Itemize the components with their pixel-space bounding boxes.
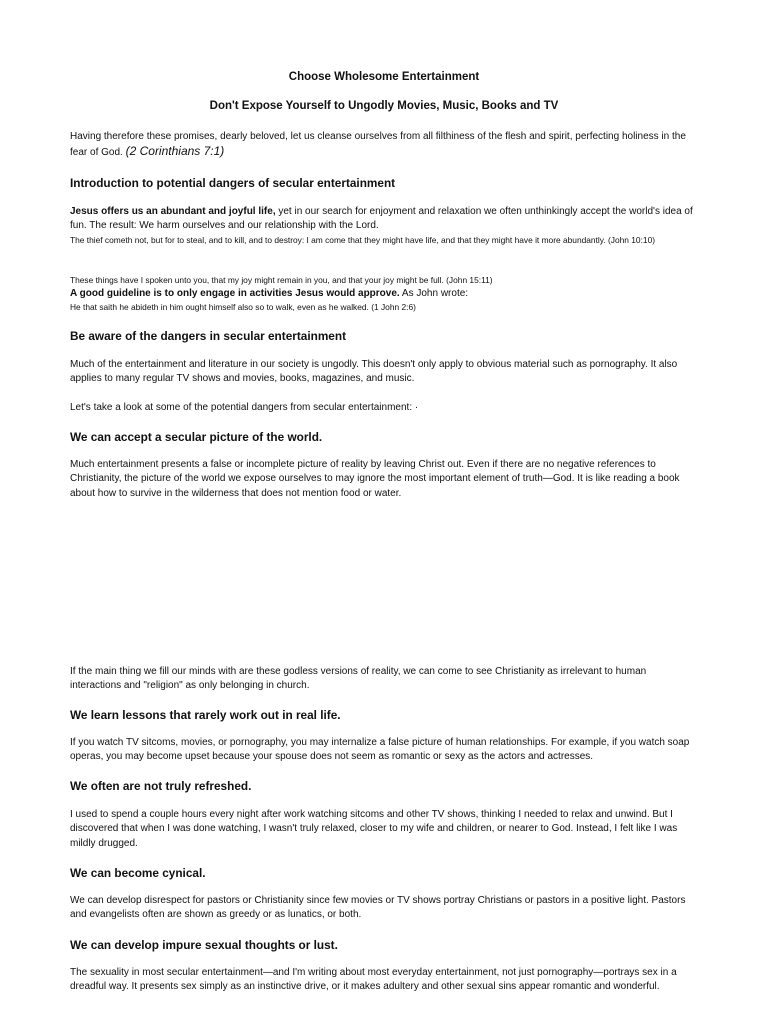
lessons-paragraph: If you watch TV sitcoms, movies, or pornography, you may internalize a false picture of human relationships. For example, if you watch soap operas, you may become upset because your spouse does not seem as romantic or sexy as the actors and actresses. — [70, 737, 690, 763]
quote-1-john-2-6: He that saith he abideth in him ought himself also so to walk, even as he walked. (1 John 2:6) — [70, 302, 416, 312]
guideline-paragraph — [70, 287, 700, 301]
document-title: Choose Wholesome Entertainment — [288, 71, 480, 83]
heading-lust: We can develop impure sexual thoughts or lust. — [70, 938, 338, 952]
guideline-text: As John wrote: — [399, 288, 469, 299]
look-paragraph: Let's take a look at some of the potential dangers from secular entertainment: · — [70, 402, 419, 413]
intro-paragraph — [70, 130, 700, 161]
document-subtitle: Don't Expose Yourself to Ungodly Movies, Music, Books and TV — [209, 100, 559, 112]
cynical-paragraph: We can develop disrespect for pastors or Christianity since few movies or TV shows portray Christians or pastors in a positive light. Pastors and evangelists often are shown as greedy or as lunatics, or both. — [70, 895, 686, 921]
heading-refreshed: We often are not truly refreshed. — [70, 779, 252, 793]
guideline-bold: A good guideline is to only engage in activities Jesus would approve. — [70, 288, 400, 299]
quote-john-15-11: These things have I spoken unto you, that my joy might remain in you, and that your joy might be full. (John 15:11) — [70, 275, 493, 285]
heading-lessons: We learn lessons that rarely work out in real life. — [70, 708, 341, 722]
intro-reference: (2 Corinthians 7:1) — [125, 144, 225, 159]
heading-cynical: We can become cynical. — [70, 866, 206, 880]
secular-picture-paragraph: Much entertainment presents a false or incomplete picture of reality by leaving Christ out. Even if there are no negative references to Christianity, the picture of the world we expose ourselves to may ignore the most important element of truth—God. It is like reading a book about how to survive in the wilderness that does not mention food or water. — [70, 459, 680, 499]
main-thing-paragraph: If the main thing we fill our minds with are these godless versions of reality, we can come to see Christianity as irrelevant to human interactions and "religion" as only belonging in church. — [70, 666, 647, 692]
aware-paragraph: Much of the entertainment and literature in our society is ungodly. This doesn't only apply to obvious material such as pornography. It also applies to many regular TV shows and movies, books, magazines, and music. — [70, 359, 678, 385]
abundant-life-text: yet in our search for enjoyment and relaxation we often unthinkingly accept the world's idea of fun. The result: We harm ourselves and our relationship with the Lord. — [70, 206, 693, 232]
intro-text: Having therefore these promises, dearly beloved, let us cleanse ourselves from all filthiness of the flesh and spirit, perfecting holiness in the fear of God. — [70, 131, 686, 159]
quote-john-10-10: The thief cometh not, but for to steal, and to kill, and to destroy: I am come that they might have life, and that they might have it more abundantly. (John 10:10) — [70, 235, 656, 245]
heading-be-aware: Be aware of the dangers in secular entertainment — [70, 329, 346, 343]
refreshed-paragraph: I used to spend a couple hours every night after work watching sitcoms and other TV shows, thinking I needed to relax and unwind. But I discovered that when I was done watching, I wasn't truly relaxed, closer to my wife and children, or nearer to God. Instead, I felt like I was mildly drugged. — [70, 809, 678, 849]
abundant-life-bold: Jesus offers us an abundant and joyful life, — [70, 206, 276, 217]
heading-introduction: Introduction to potential dangers of secular entertainment — [70, 176, 396, 190]
heading-secular-picture: We can accept a secular picture of the world. — [70, 430, 323, 444]
lust-paragraph: The sexuality in most secular entertainment—and I'm writing about most everyday entertainment, not just pornography—portrays sex in a dreadful way. It presents sex simply as an instinctive drive, or it makes adultery and other sexual sins appear romantic and wonderful. — [70, 967, 677, 993]
abundant-life-paragraph — [70, 205, 700, 234]
